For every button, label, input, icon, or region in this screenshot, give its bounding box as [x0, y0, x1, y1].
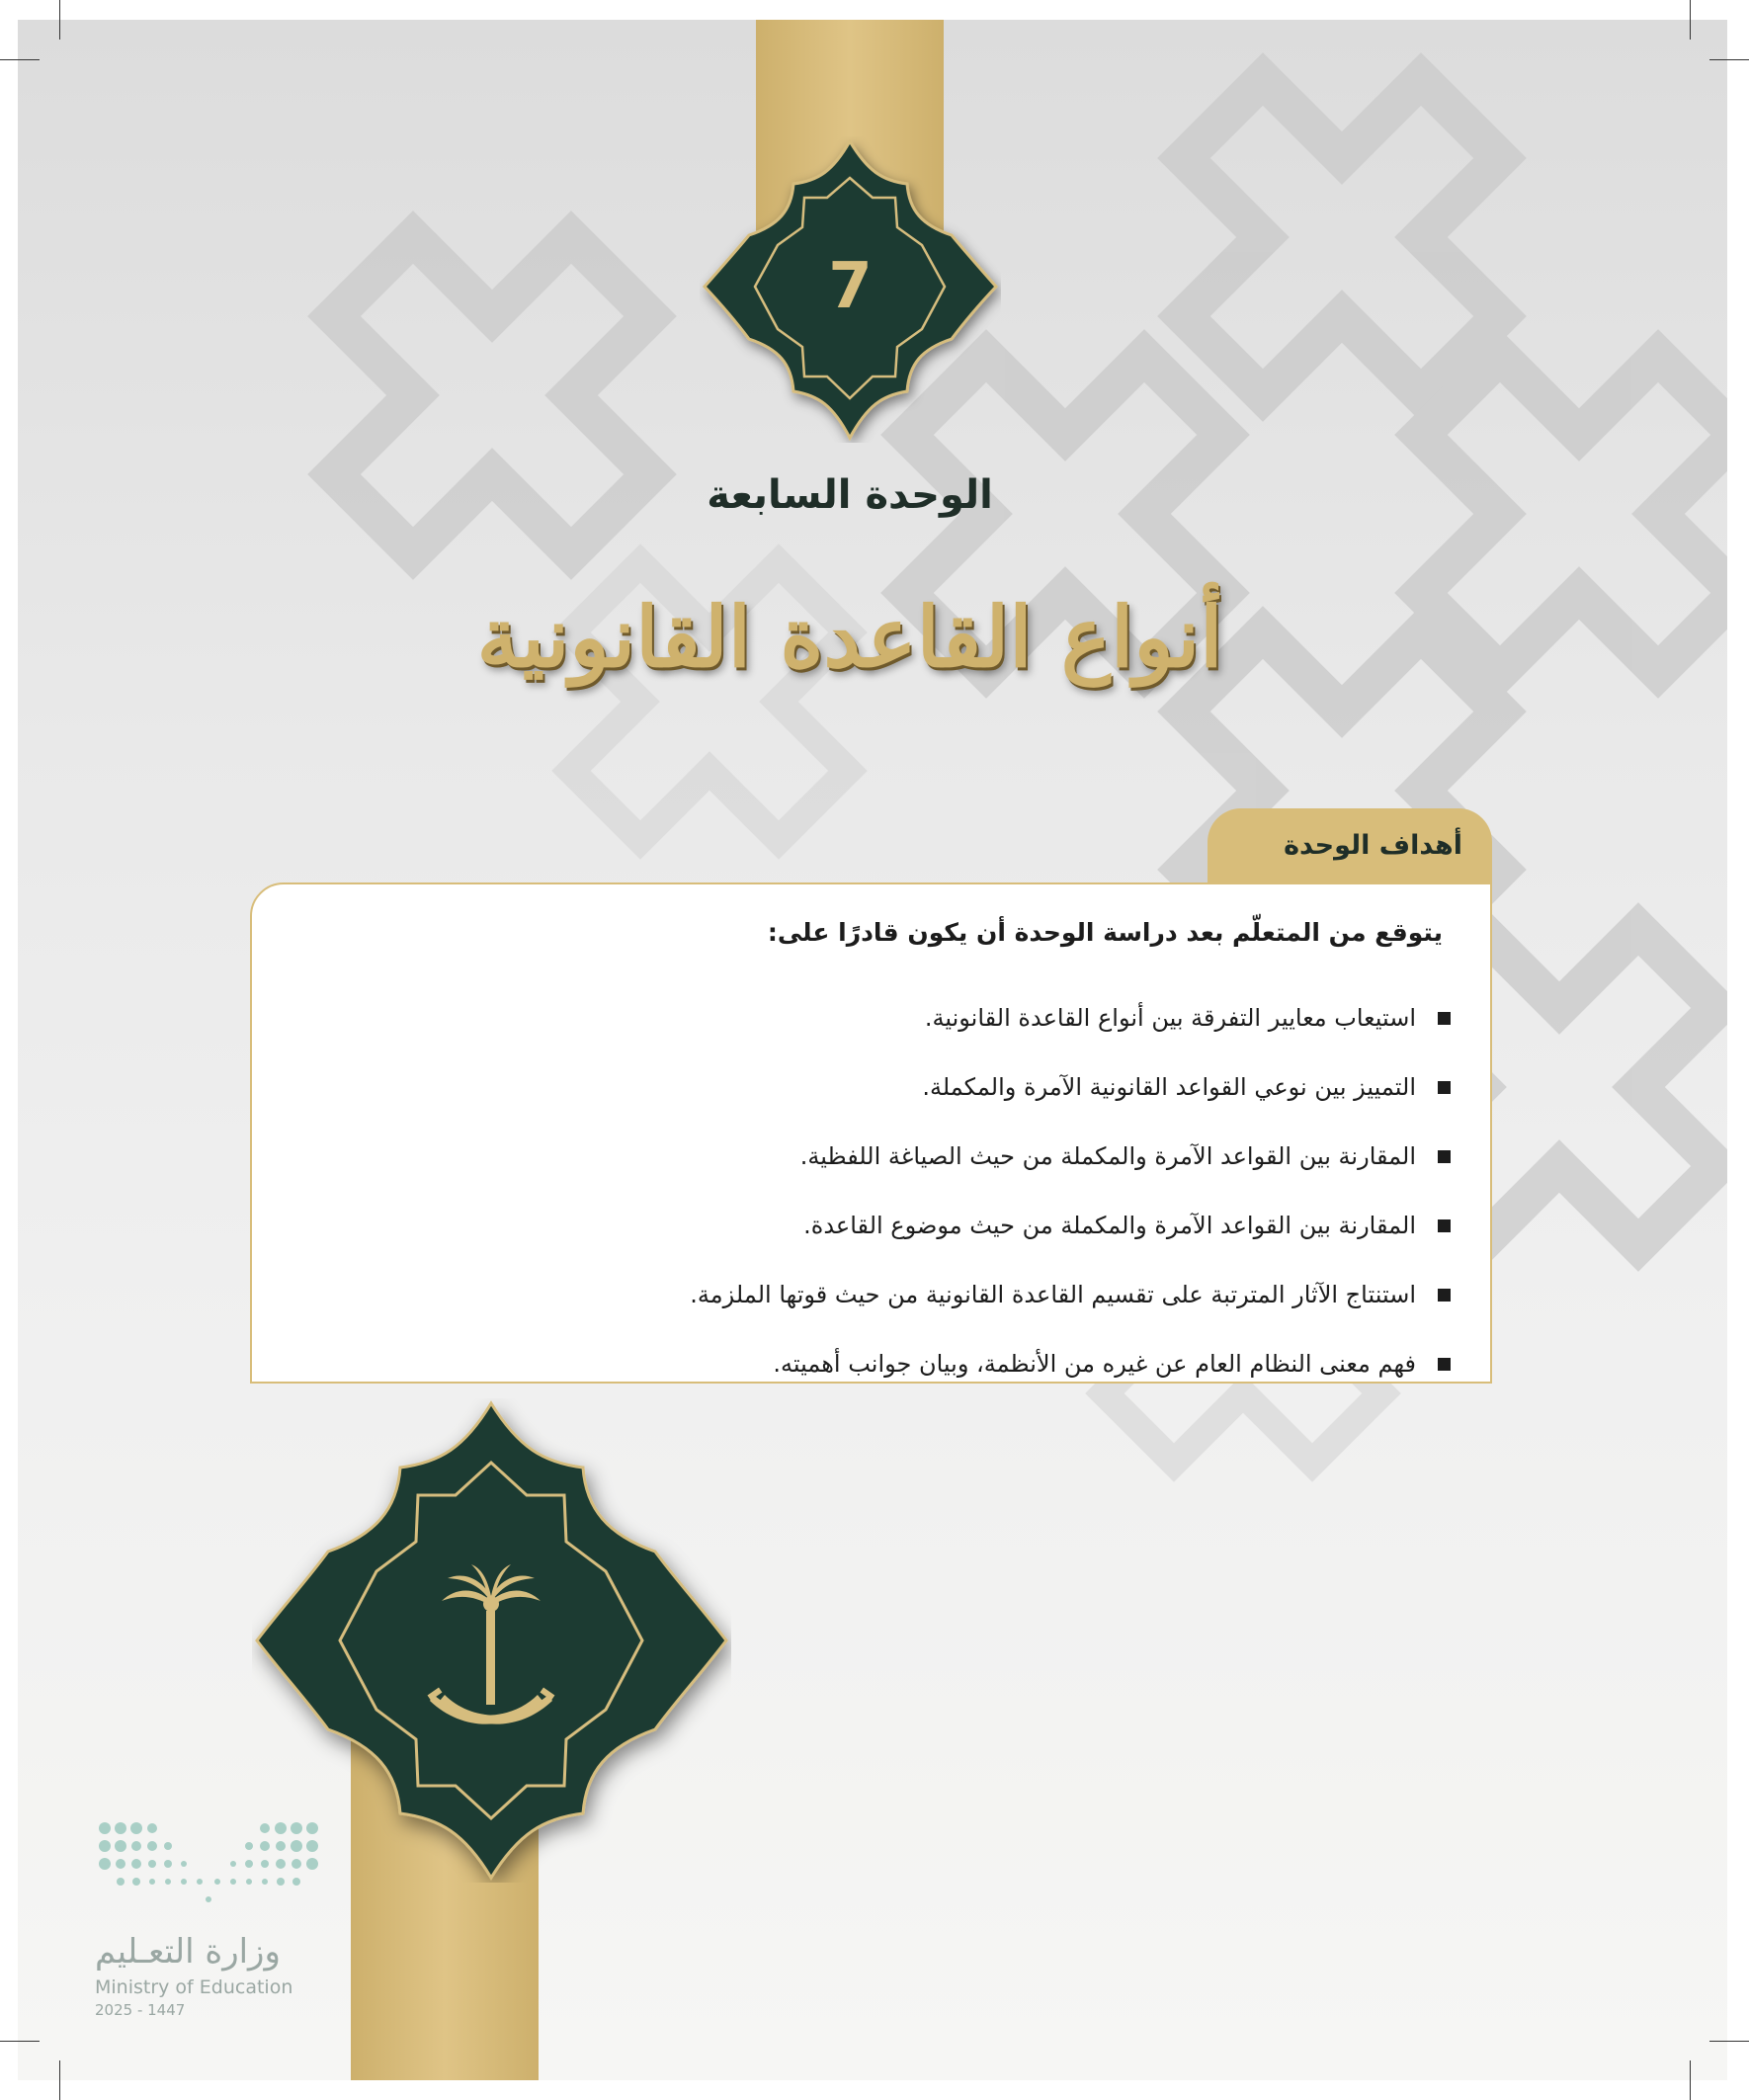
saudi-emblem-badge: [252, 1398, 731, 1883]
bullet-square-icon: [1438, 1150, 1451, 1163]
goals-list: [690, 983, 1451, 1398]
ministry-year: 2025 - 1447: [95, 2001, 186, 2019]
bullet-square-icon: [1438, 1012, 1451, 1025]
dotted-book-logo-icon: [95, 1818, 322, 1922]
ministry-name-english: Ministry of Education: [95, 1976, 293, 1998]
goals-intro: يتوقع من المتعلّم بعد دراسة الوحدة أن يكون قادرًا على:: [767, 918, 1443, 947]
goals-tab: [1208, 808, 1492, 885]
bullet-square-icon: [1438, 1289, 1451, 1302]
goals-tab-label: أهداف الوحدة: [1284, 830, 1462, 861]
unit-number: 7: [828, 250, 873, 323]
list-item: المقارنة بين القواعد الآمرة والمكملة من حيث موضوع القاعدة.: [690, 1191, 1451, 1260]
bullet-square-icon: [1438, 1358, 1451, 1371]
list-item: التمييز بين نوعي القواعد القانونية الآمرة والمكملة.: [690, 1052, 1451, 1122]
bullet-square-icon: [1438, 1081, 1451, 1094]
list-item: المقارنة بين القواعد الآمرة والمكملة من حيث الصياغة اللفظية.: [690, 1122, 1451, 1191]
goals-box: [250, 882, 1492, 1384]
unit-title: أنواع القاعدة القانونية: [476, 588, 1223, 686]
list-item: استيعاب معايير التفرقة بين أنواع القاعدة القانونية.: [690, 983, 1451, 1052]
bullet-square-icon: [1438, 1219, 1451, 1232]
unit-label: الوحدة السابعة: [707, 472, 993, 518]
list-item: استنتاج الآثار المترتبة على تقسيم القاعدة القانونية من حيث قوتها الملزمة.: [690, 1260, 1451, 1329]
ministry-name-arabic: وزارة التعـليم: [95, 1932, 281, 1972]
list-item: فهم معنى النظام العام عن غيره من الأنظمة، وبيان جوانب أهميته.: [690, 1329, 1451, 1398]
